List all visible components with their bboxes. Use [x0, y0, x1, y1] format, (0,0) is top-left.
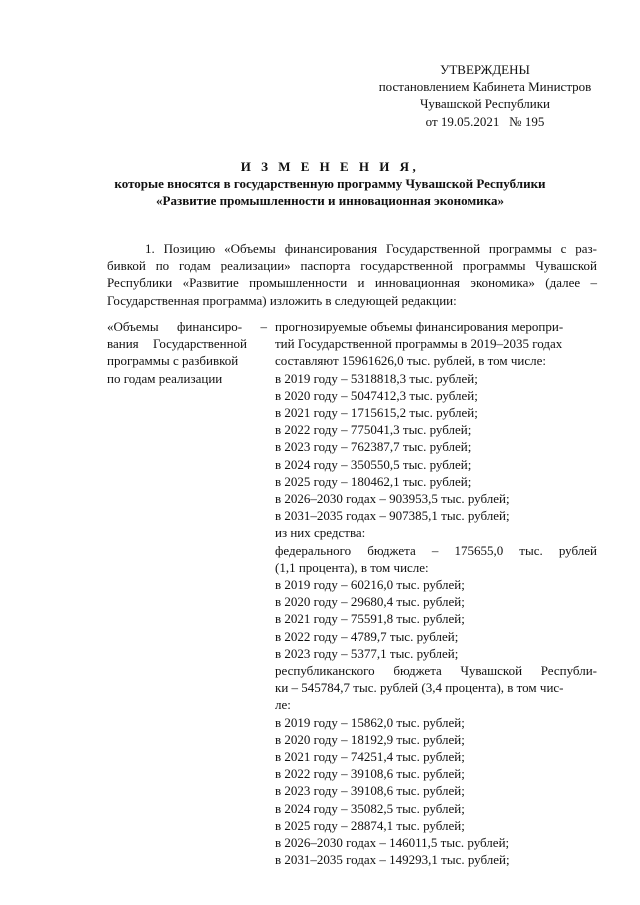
approval-heading: УТВЕРЖДЕНЫ [440, 62, 530, 77]
approval-date: от 19.05.2021 № 195 [425, 113, 545, 129]
label-dash: – [260, 319, 267, 334]
federal-year-line: в 2022 году – 4789,7 тыс. рублей; [275, 628, 459, 644]
financing-details [275, 318, 597, 869]
total-year-line: в 2021 году – 1715615,2 тыс. рублей; [275, 405, 478, 421]
federal-budget-line [275, 542, 597, 559]
federal-word: тыс. [519, 542, 543, 558]
approval-block [360, 61, 610, 130]
total-year-line: в 2025 году – 180462,1 тыс. рублей; [275, 473, 472, 489]
republican-budget-line [275, 662, 597, 679]
label-word: «Объемы [107, 319, 159, 334]
label-word: Государственной [152, 336, 247, 352]
total-year-line: в 2026–2030 годах – 903953,5 тыс. рублей; [275, 491, 510, 507]
republican-budget-share: ки – 545784,7 тыс. рублей (3,4 процента), в том чис- [275, 680, 564, 696]
federal-year-line: в 2020 году – 29680,4 тыс. рублей; [275, 594, 465, 610]
financing-intro-line: тий Государственной программы в 2019–2035 годах [275, 336, 563, 352]
document-title [60, 158, 600, 210]
title-line: «Развитие промышленности и инновационная экономика» [156, 193, 504, 209]
federal-word: бюджета [367, 542, 416, 558]
intro-line: Государственная программа) изложить в следующей редакции: [107, 292, 457, 308]
total-year-line: в 2031–2035 годах – 907385,1 тыс. рублей; [275, 508, 510, 524]
republican-budget-share: ле: [275, 697, 291, 713]
republican-year-line: в 2019 году – 15862,0 тыс. рублей; [275, 714, 465, 730]
total-year-line: в 2022 году – 775041,3 тыс. рублей; [275, 422, 472, 438]
republican-year-line: в 2021 году – 74251,4 тыс. рублей; [275, 749, 465, 765]
financing-intro-line: составляют 15961626,0 тыс. рублей, в том числе: [275, 353, 546, 369]
intro-line: бивкой по годам реализации» паспорта государственной программы Чувашской [107, 258, 597, 274]
republican-year-line: в 2026–2030 годах – 146011,5 тыс. рублей; [275, 835, 510, 851]
position-label-row: по годам реализации [107, 370, 223, 386]
federal-year-line: в 2021 году – 75591,8 тыс. рублей; [275, 611, 465, 627]
position-label-row: программы с разбивкой [107, 353, 239, 369]
intro-paragraph [107, 240, 597, 309]
total-year-line: в 2023 году – 762387,7 тыс. рублей; [275, 439, 472, 455]
approval-line: постановлением Кабинета Министров [378, 79, 592, 95]
total-year-line: в 2024 году – 350550,5 тыс. рублей; [275, 456, 472, 472]
total-year-line: в 2019 году – 5318818,3 тыс. рублей; [275, 370, 478, 386]
title-heading: И З М Е Н Е Н И Я, [240, 159, 420, 174]
position-label-row [107, 335, 247, 352]
federal-budget-share: (1,1 процента), в том числе: [275, 559, 429, 575]
federal-year-line: в 2019 году – 60216,0 тыс. рублей; [275, 577, 465, 593]
position-label-row [107, 318, 267, 335]
position-label [107, 318, 267, 387]
label-word: вания [107, 336, 139, 352]
federal-year-line: в 2023 году – 5377,1 тыс. рублей; [275, 645, 459, 661]
republican-year-line: в 2031–2035 годах – 149293,1 тыс. рублей; [275, 852, 510, 868]
sources-label: из них средства: [275, 525, 366, 541]
intro-line: 1. Позицию «Объемы финансирования Государственной программы с раз- [145, 241, 597, 256]
republican-word: республиканского [275, 663, 375, 679]
federal-word: – [431, 542, 439, 558]
republican-year-line: в 2024 году – 35082,5 тыс. рублей; [275, 800, 465, 816]
label-word: финансиро- [177, 319, 243, 334]
republican-year-line: в 2025 году – 28874,1 тыс. рублей; [275, 817, 465, 833]
title-line: которые вносятся в государственную программу Чувашской Республики [114, 176, 546, 192]
total-year-line: в 2020 году – 5047412,3 тыс. рублей; [275, 387, 478, 403]
republican-year-line: в 2020 году – 18192,9 тыс. рублей; [275, 731, 465, 747]
republican-year-line: в 2023 году – 39108,6 тыс. рублей; [275, 783, 465, 799]
republican-word: Республи- [540, 663, 597, 679]
republican-word: Чувашской [460, 663, 523, 679]
federal-word: федерального [275, 542, 352, 558]
republican-year-line: в 2022 году – 39108,6 тыс. рублей; [275, 766, 465, 782]
republican-word: бюджета [393, 663, 442, 679]
financing-intro-line: прогнозируемые объемы финансирования меропри- [275, 319, 564, 334]
federal-word: 175655,0 [454, 542, 504, 558]
intro-line: Республики «Развитие промышленности и инновационная экономика» (далее – [107, 275, 597, 291]
approval-line: Чувашской Республики [419, 96, 551, 112]
federal-word: рублей [558, 542, 597, 558]
